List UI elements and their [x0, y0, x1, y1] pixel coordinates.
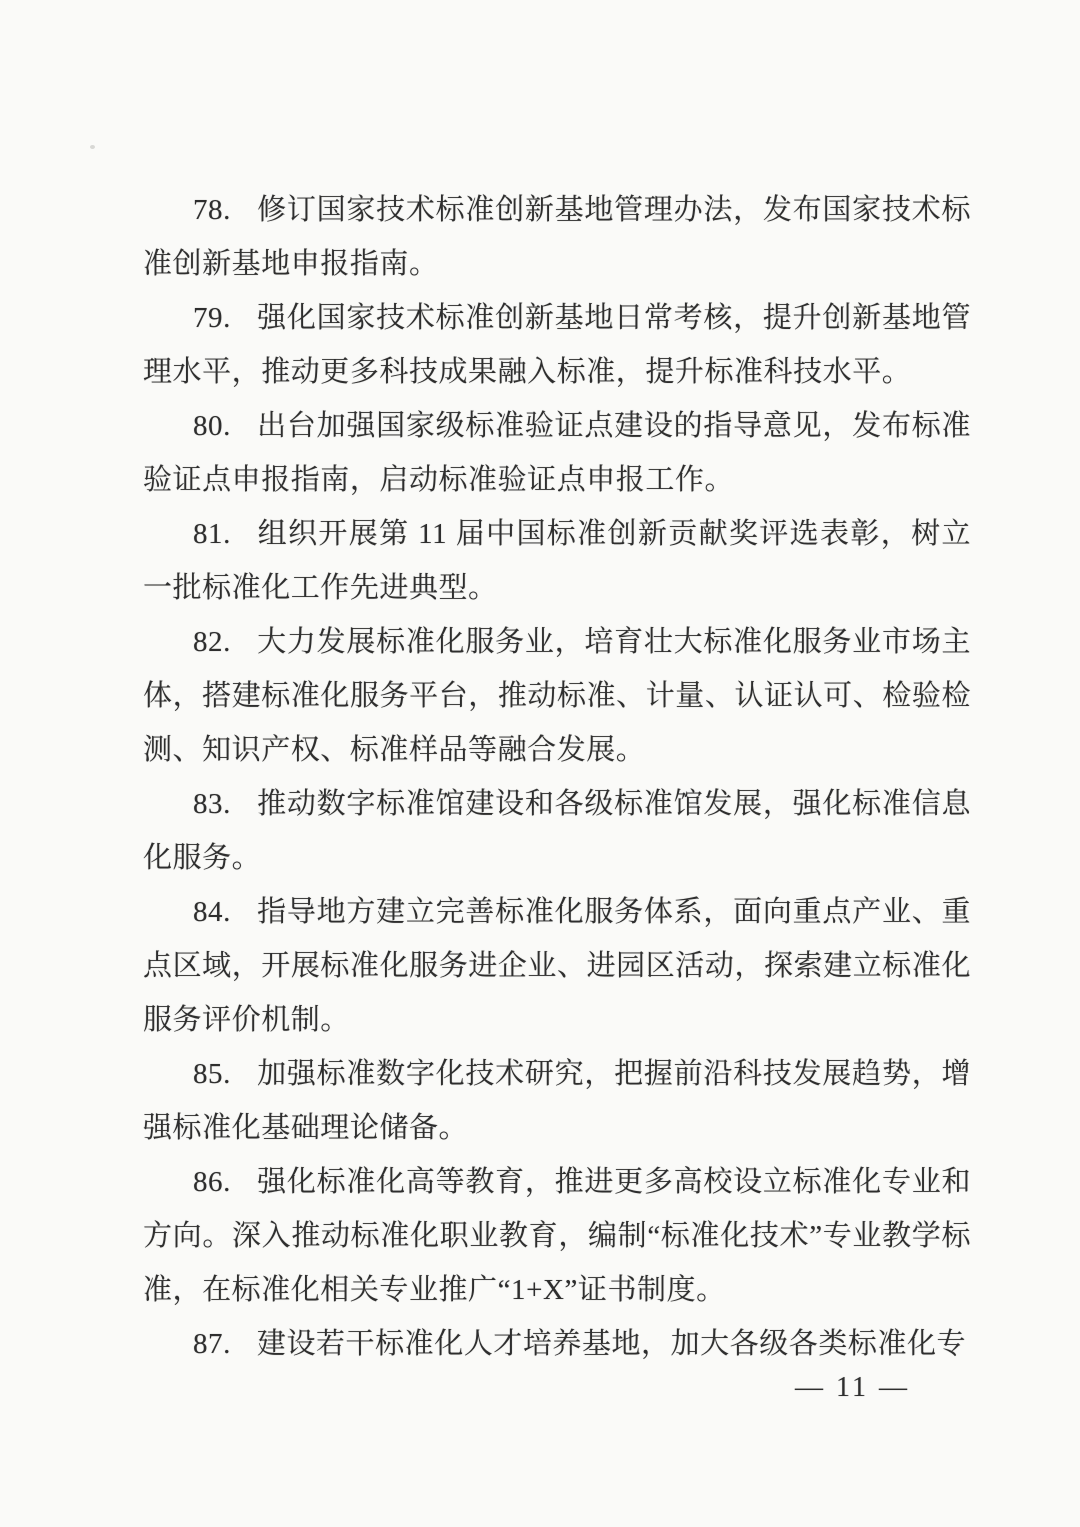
item-number: 82.: [193, 626, 231, 658]
document-body: [143, 183, 971, 1371]
item-text: 出台加强国家级标准验证点建设的指导意见，发布标准验证点申报指南，启动标准验证点申报工作。: [143, 410, 971, 496]
item-text: 大力发展标准化服务业，培育壮大标准化服务业市场主体，搭建标准化服务平台，推动标准、计量、认证认可、检验检测、知识产权、标准样品等融合发展。: [143, 626, 971, 766]
item-number: 81.: [193, 518, 231, 550]
item-text: 推动数字标准馆建设和各级标准馆发展，强化标准信息化服务。: [143, 788, 971, 874]
item-text: 修订国家技术标准创新基地管理办法，发布国家技术标准创新基地申报指南。: [143, 194, 971, 280]
numbered-paragraph: [143, 291, 971, 399]
item-text: 组织开展第 11 届中国标准创新贡献奖评选表彰，树立一批标准化工作先进典型。: [143, 518, 971, 604]
item-number: 85.: [193, 1058, 231, 1090]
item-number: 78.: [193, 194, 231, 226]
numbered-paragraph: [143, 183, 971, 291]
item-text: 强化国家技术标准创新基地日常考核，提升创新基地管理水平，推动更多科技成果融入标准，提升标准科技水平。: [143, 302, 971, 388]
scan-artifact-dot: [90, 145, 95, 149]
numbered-paragraph: [143, 507, 971, 615]
item-number: 84.: [193, 896, 231, 928]
numbered-paragraph: [143, 1047, 971, 1155]
item-number: 86.: [193, 1166, 231, 1198]
page-number: — 11 —: [795, 1372, 910, 1403]
numbered-paragraph: [143, 885, 971, 1047]
item-number: 79.: [193, 302, 231, 334]
numbered-paragraph: [143, 777, 971, 885]
item-text: 建设若干标准化人才培养基地，加大各级各类标准化专: [256, 1328, 967, 1360]
numbered-paragraph: [143, 1155, 971, 1317]
numbered-paragraph: [143, 1317, 971, 1371]
item-text: 加强标准数字化技术研究，把握前沿科技发展趋势，增强标准化基础理论储备。: [143, 1058, 971, 1144]
item-number: 87.: [193, 1328, 231, 1360]
numbered-paragraph: [143, 399, 971, 507]
item-text: 指导地方建立完善标准化服务体系，面向重点产业、重点区域，开展标准化服务进企业、进园区活动，探索建立标准化服务评价机制。: [143, 896, 971, 1036]
numbered-paragraph: [143, 615, 971, 777]
item-number: 80.: [193, 410, 231, 442]
item-number: 83.: [193, 788, 231, 820]
item-text: 强化标准化高等教育，推进更多高校设立标准化专业和方向。深入推动标准化职业教育，编制“标准化技术”专业教学标准，在标准化相关专业推广“1+X”证书制度。: [143, 1166, 971, 1306]
